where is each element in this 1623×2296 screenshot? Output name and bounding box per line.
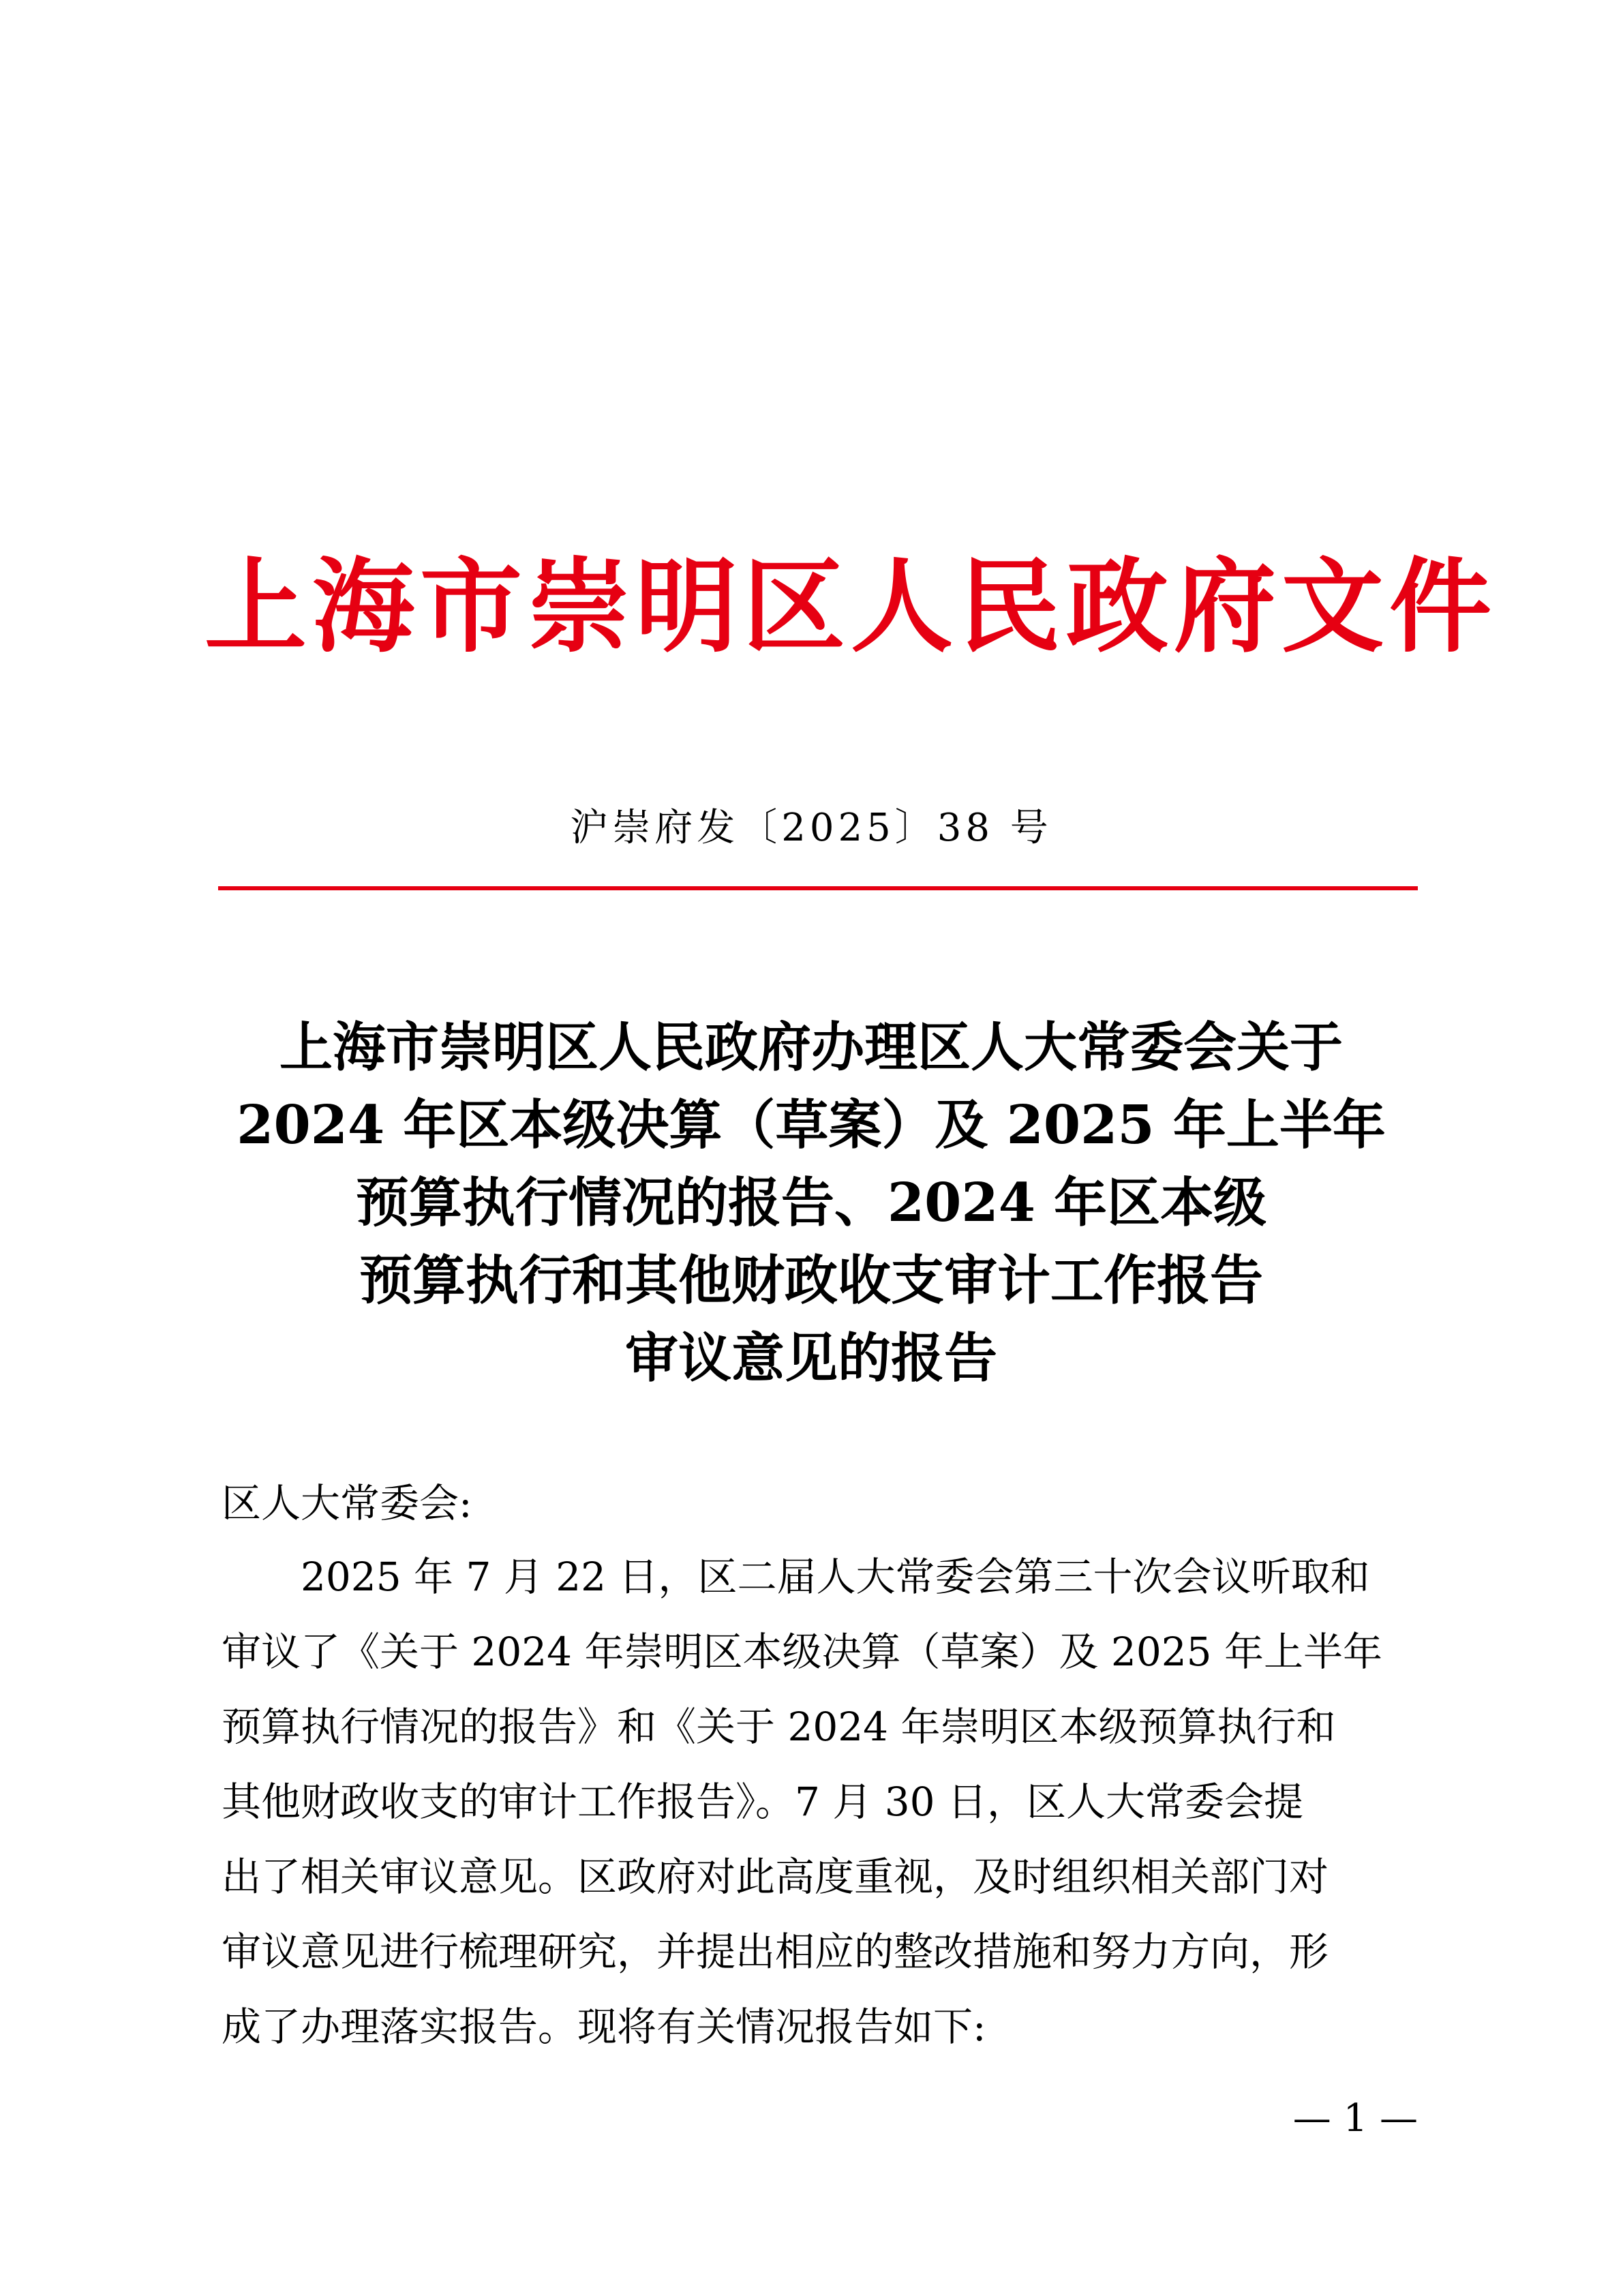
salutation: 区人大常委会: xyxy=(222,1480,472,1526)
issuer-masthead: 上海市崇明区人民政府文件 xyxy=(204,547,1498,667)
body-paragraph xyxy=(222,1539,1421,2064)
body-line: 预算执行情况的报告》和《关于 2024 年崇明区本级预算执行和 xyxy=(222,1704,1336,1750)
title-line: 2024 年区本级决算（草案）及 2025 年上半年 xyxy=(237,1094,1386,1156)
red-separator-line xyxy=(218,886,1418,890)
title-line: 预算执行情况的报告、2024 年区本级 xyxy=(355,1172,1267,1234)
body-line: 其他财政收支的审计工作报告》。7 月 30 日，区人大常委会提 xyxy=(222,1779,1304,1825)
title-line: 预算执行和其他财政收支审计工作报告 xyxy=(359,1250,1263,1312)
body-line: 成了办理落实报告。现将有关情况报告如下: xyxy=(222,2004,986,2050)
document-number: 沪崇府发〔2025〕38 号 xyxy=(570,806,1052,850)
title-line: 审议意见的报告 xyxy=(624,1327,997,1389)
body-line: 出了相关审议意见。区政府对此高度重视，及时组织相关部门对 xyxy=(222,1854,1329,1900)
body-line: 2025 年 7 月 22 日，区二届人大常委会第三十次会议听取和 xyxy=(301,1554,1370,1600)
page-number: — 1 — xyxy=(1292,2096,1418,2141)
title-line: 上海市崇明区人民政府办理区人大常委会关于 xyxy=(279,1016,1343,1078)
document-title xyxy=(204,1009,1418,1398)
body-line: 审议意见进行梳理研究，并提出相应的整改措施和努力方向，形 xyxy=(222,1929,1329,1975)
body-line: 审议了《关于 2024 年崇明区本级决算（草案）及 2025 年上半年 xyxy=(222,1629,1382,1675)
